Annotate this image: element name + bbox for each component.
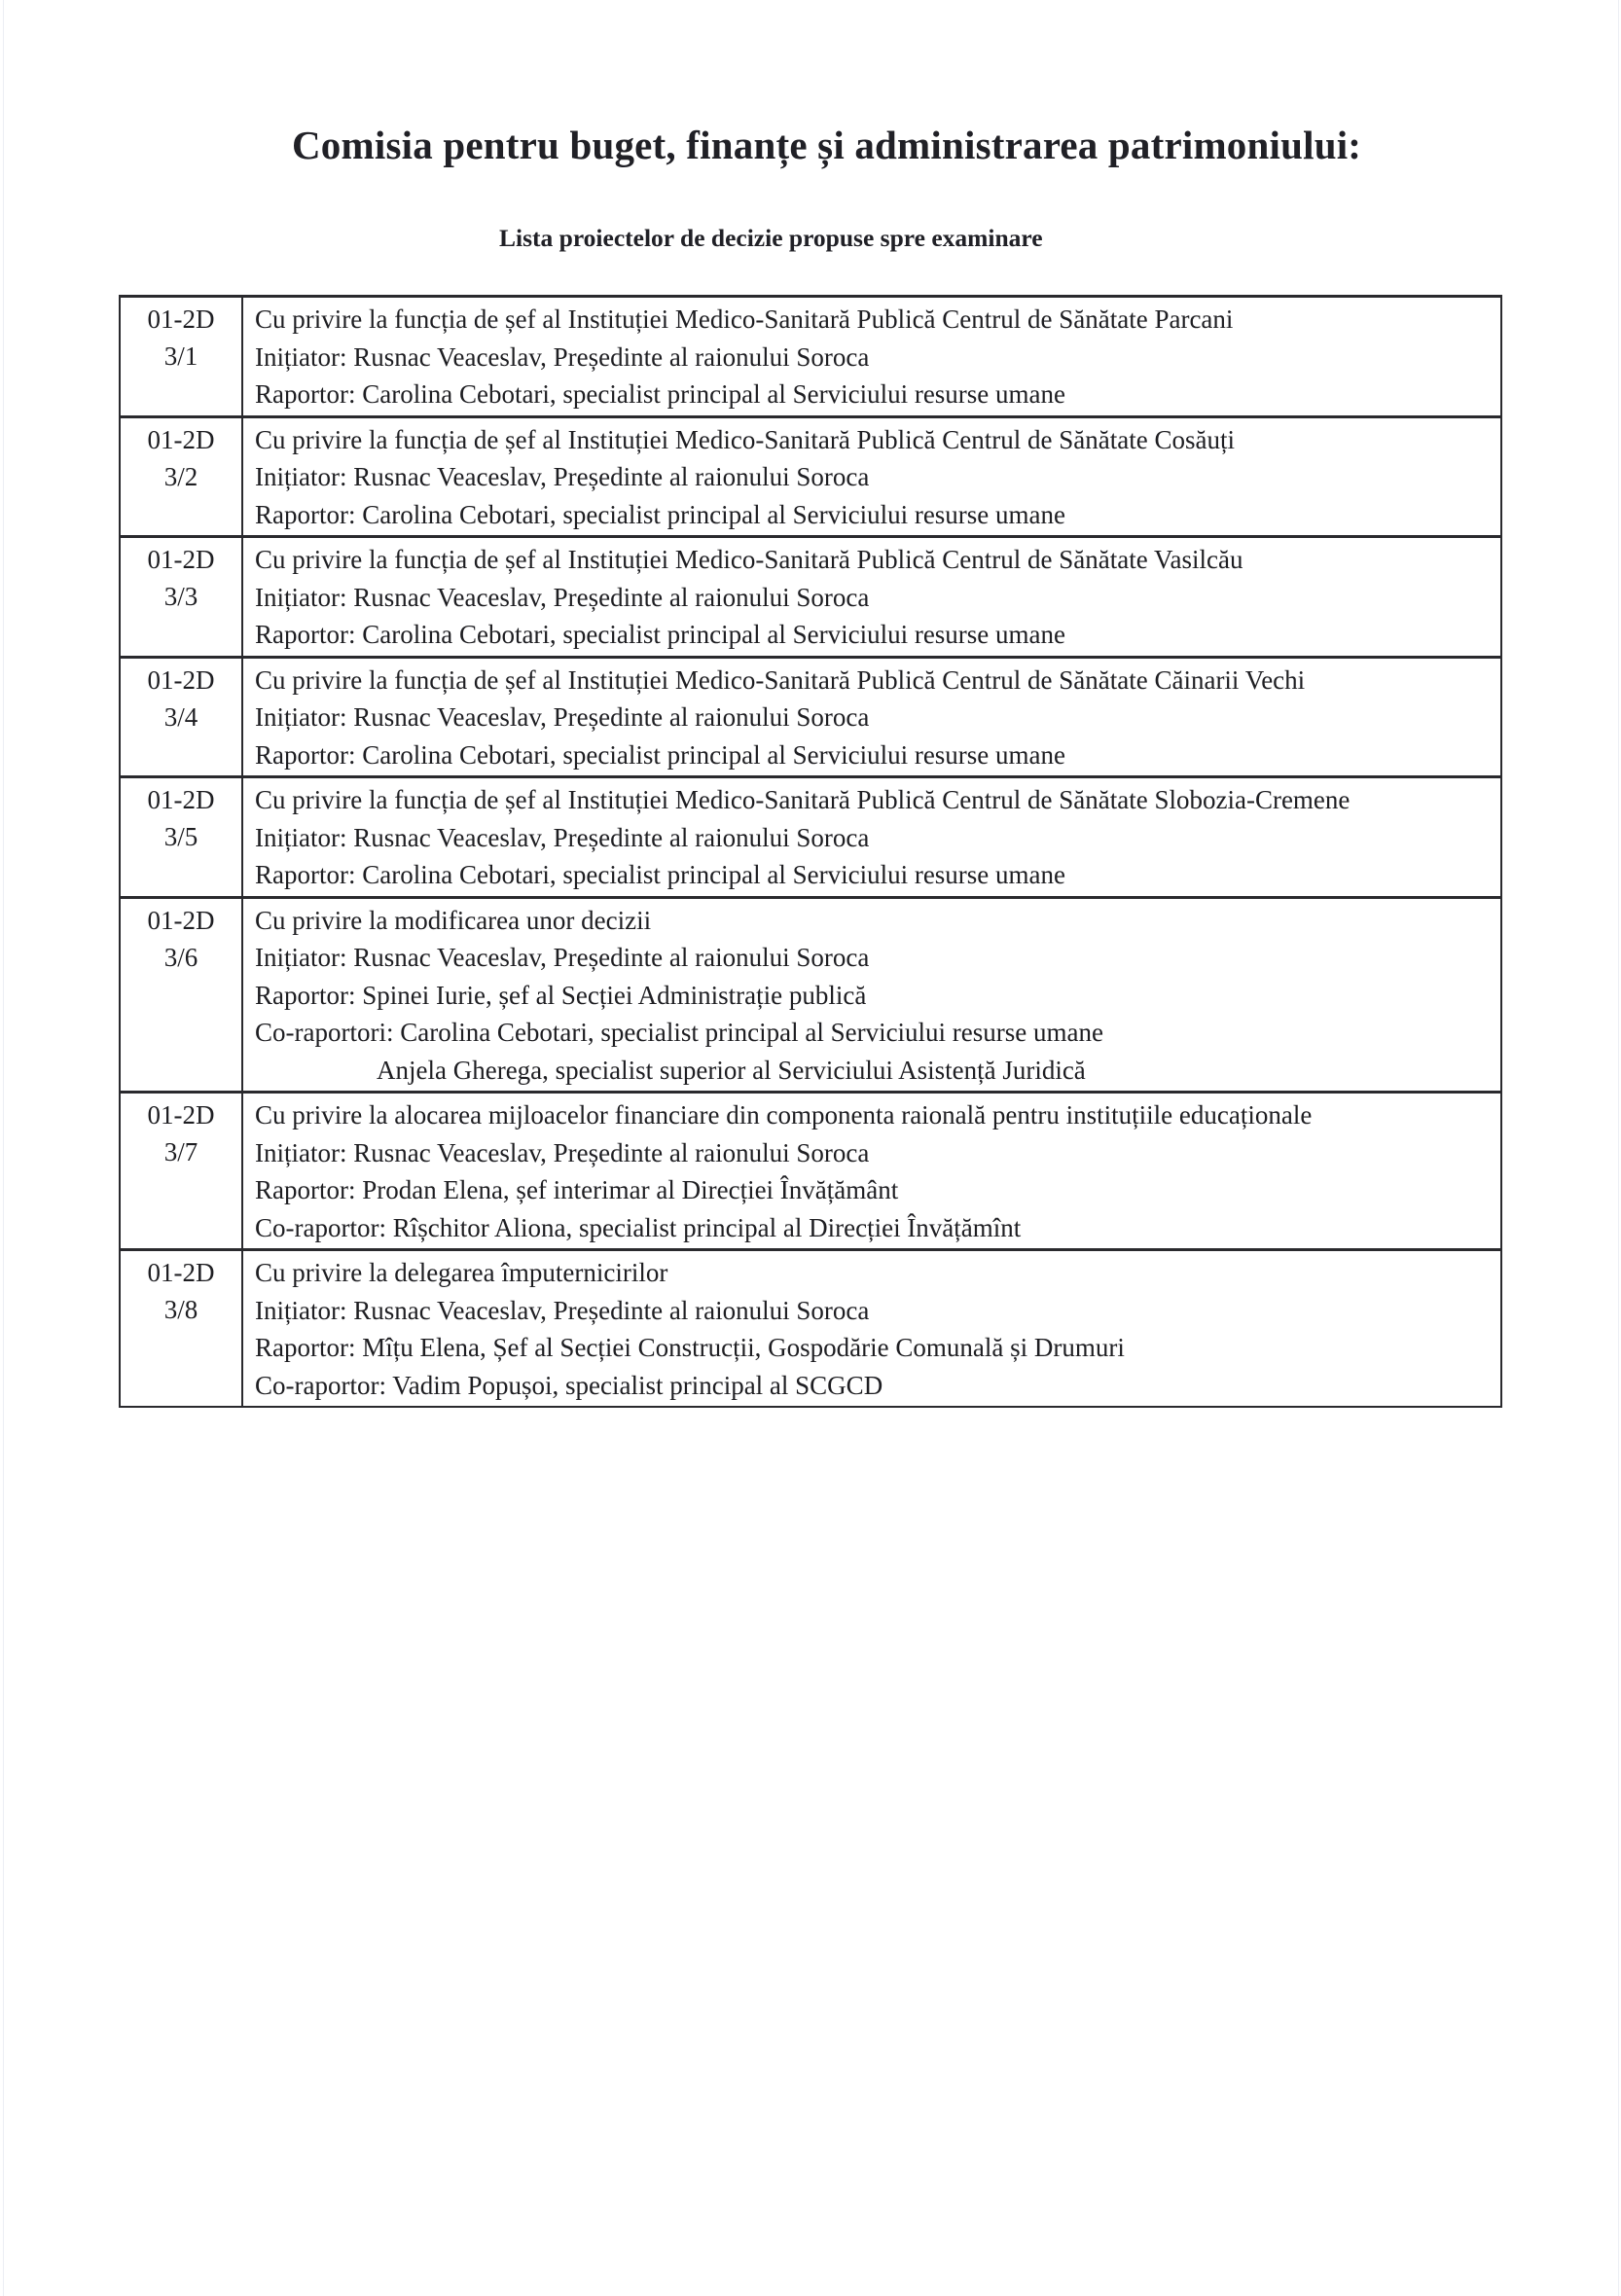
decision-code-cell: [120, 1250, 242, 1408]
decision-code-cell: [120, 416, 242, 537]
table-row: [120, 1250, 1501, 1408]
decision-number: 3/6: [163, 942, 198, 972]
decision-co-reporter: Co-raportor: Vadim Popușoi, specialist principal al SCGCD: [255, 1370, 883, 1400]
decision-code-cell: [120, 897, 242, 1093]
decision-reporter: Raportor: Mîțu Elena, Șef al Secției Construcții, Gospodărie Comunală și Drumuri: [255, 1333, 1125, 1362]
document-title: Comisia pentru buget, finanțe și administrarea patrimoniului:: [292, 123, 1362, 167]
decision-content-cell: [242, 897, 1501, 1093]
decision-subject: Cu privire la funcția de șef al Instituției Medico-Sanitară Publică Centrul de Sănătate Slobozia-Cremene: [255, 785, 1351, 814]
decision-reporter: Raportor: Carolina Cebotari, specialist principal al Serviciului resurse umane: [255, 739, 1066, 770]
decision-reporter: Raportor: Spinei Iurie, șef al Secției Administrație publică: [255, 980, 867, 1010]
table-row: [120, 537, 1501, 658]
decision-co-reporters: Co-raportori: Carolina Cebotari, specialist principal al Serviciului resurse umane: [255, 1018, 1103, 1047]
decision-initiator: Inițiator: Rusnac Veaceslav, Președinte al raionului Soroca: [255, 341, 870, 372]
table-row: [120, 1093, 1501, 1250]
decision-reporter: Raportor: Carolina Cebotari, specialist principal al Serviciului resurse umane: [255, 379, 1066, 409]
decision-content-cell: [242, 297, 1501, 417]
decision-content-cell: [242, 1250, 1501, 1408]
decision-code: 01-2D: [147, 305, 215, 334]
decision-reporter: Raportor: Carolina Cebotari, specialist principal al Serviciului resurse umane: [255, 860, 1066, 889]
decision-subject: Cu privire la modificarea unor decizii: [255, 905, 652, 935]
decision-content-cell: [242, 777, 1501, 898]
decision-code: 01-2D: [147, 664, 215, 695]
decision-code-cell: [120, 657, 242, 777]
decision-content-cell: [242, 657, 1501, 777]
decision-code: 01-2D: [147, 785, 215, 814]
decision-code: 01-2D: [147, 424, 215, 454]
decision-code-cell: [120, 777, 242, 898]
decision-code: 01-2D: [147, 1258, 215, 1287]
table-row: [120, 777, 1501, 898]
decision-subject: Cu privire la funcția de șef al Instituției Medico-Sanitară Publică Centrul de Sănătate Cosăuți: [255, 424, 1235, 454]
decision-number: 3/7: [163, 1137, 198, 1166]
decision-code-cell: [120, 537, 242, 658]
decision-code-cell: [120, 1093, 242, 1250]
decision-initiator: Inițiator: Rusnac Veaceslav, Președinte al raionului Soroca: [255, 1295, 870, 1325]
decision-subject: Cu privire la delegarea împuternicirilor: [255, 1258, 668, 1287]
decision-code: 01-2D: [147, 1100, 215, 1130]
decision-reporter: Raportor: Carolina Cebotari, specialist principal al Serviciului resurse umane: [255, 620, 1066, 649]
decision-number: 3/8: [163, 1295, 198, 1324]
scan-edge-left: [3, 0, 4, 2296]
table-row: [120, 416, 1501, 537]
decision-number: 3/3: [163, 582, 198, 611]
decision-code-cell: [120, 297, 242, 417]
scan-edge-right: [1618, 0, 1619, 2296]
decision-number: 3/2: [163, 461, 198, 491]
decision-content-cell: [242, 1093, 1501, 1250]
decision-subject: Cu privire la funcția de șef al Instituției Medico-Sanitară Publică Centrul de Sănătate Parcani: [255, 305, 1234, 334]
table-row: [120, 657, 1501, 777]
table-row: [120, 897, 1501, 1093]
decision-subject: Cu privire la alocarea mijloacelor financiare din componenta raională pentru instituțiile educaționale: [255, 1100, 1313, 1130]
decision-subject: Cu privire la funcția de șef al Instituției Medico-Sanitară Publică Centrul de Sănătate Căinarii Vechi: [255, 664, 1306, 695]
decision-subject: Cu privire la funcția de șef al Instituției Medico-Sanitară Publică Centrul de Sănătate Vasilcău: [255, 545, 1243, 574]
decision-co-reporter: Co-raportor: Rîșchitor Aliona, specialist principal al Direcției Învățămînt: [255, 1212, 1022, 1242]
table-body: [120, 297, 1501, 1408]
decision-number: 3/4: [163, 701, 198, 732]
decision-reporter: Raportor: Prodan Elena, șef interimar al Direcției Învățământ: [255, 1175, 899, 1204]
decision-initiator: Inițiator: Rusnac Veaceslav, Președinte al raionului Soroca: [255, 943, 870, 972]
decision-content-cell: [242, 537, 1501, 658]
decision-co-reporter-continued: Anjela Gherega, specialist superior al Serviciului Asistență Juridică: [377, 1055, 1086, 1085]
decision-code: 01-2D: [147, 905, 215, 935]
decision-number: 3/5: [163, 822, 198, 851]
draft-decisions-table: [119, 295, 1502, 1408]
decision-content-cell: [242, 416, 1501, 537]
document-subtitle: Lista proiectelor de decizie propuse spre examinare: [499, 224, 1043, 252]
decision-initiator: Inițiator: Rusnac Veaceslav, Președinte al raionului Soroca: [255, 462, 870, 491]
decision-initiator: Inițiator: Rusnac Veaceslav, Președinte al raionului Soroca: [255, 822, 870, 852]
decision-initiator: Inițiator: Rusnac Veaceslav, Președinte al raionului Soroca: [255, 1137, 870, 1167]
decision-code: 01-2D: [147, 545, 215, 574]
decision-initiator: Inițiator: Rusnac Veaceslav, Președinte al raionului Soroca: [255, 582, 870, 612]
decision-number: 3/1: [163, 341, 198, 371]
decision-reporter: Raportor: Carolina Cebotari, specialist principal al Serviciului resurse umane: [255, 499, 1066, 529]
decision-initiator: Inițiator: Rusnac Veaceslav, Președinte al raionului Soroca: [255, 702, 870, 732]
table-row: [120, 297, 1501, 417]
